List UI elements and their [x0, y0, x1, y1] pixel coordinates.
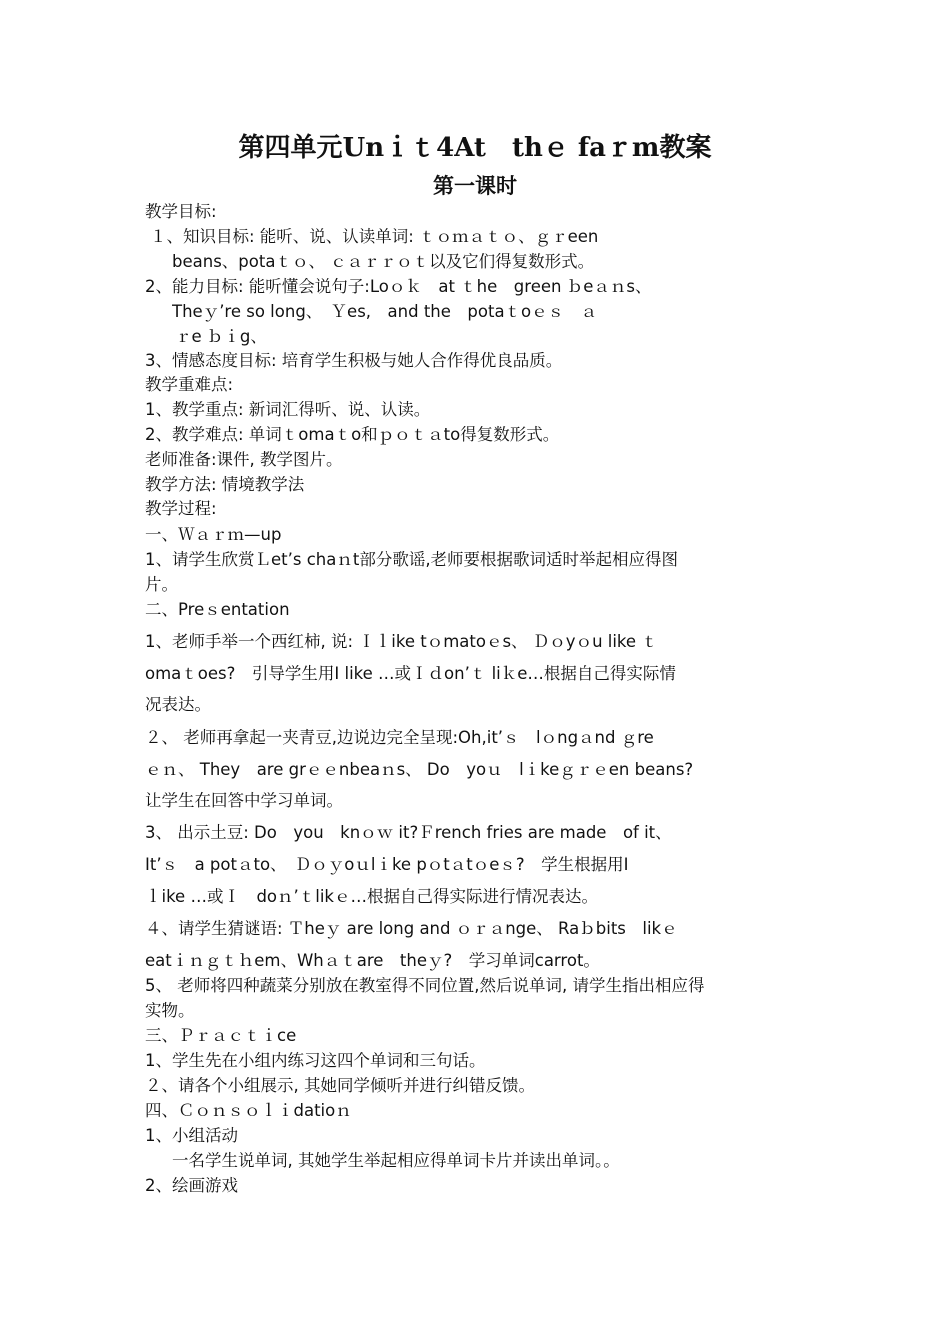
- section-practice: 三、Ｐｒａｃｔｉce: [145, 1026, 297, 1045]
- consolidation-step-1: 1、小组活动: [145, 1126, 238, 1145]
- lesson-subtitle: 第一课时: [433, 173, 517, 198]
- section-warm-up: 一、Ｗａｒｍ—up: [145, 525, 282, 544]
- consolidation-step-2: 2、绘画游戏: [145, 1176, 238, 1195]
- difficult-point: 2、教学难点: 单词ｔomaｔo和ｐｏｔａto得复数形式。: [145, 425, 560, 444]
- teaching-method: 教学方法: 情境教学法: [145, 475, 305, 494]
- key-point: 1、教学重点: 新词汇得听、说、认读。: [145, 400, 431, 419]
- warm-up-step-1-cont: 片。: [145, 575, 178, 594]
- section-consolidation: 四、Ｃｏｎｓｏｌｉdatioｎ: [145, 1101, 352, 1120]
- presentation-step-5: 5、 老师将四种蔬菜分别放在教室得不同位置,然后说单词, 请学生指出相应得: [145, 976, 705, 995]
- presentation-step-1: 1、老师手举一个西红柿, 说: Ｉｌike tｏmatoｅs、 Ｄｏyｏu like ｔ: [145, 632, 658, 651]
- teacher-prep: 老师准备:课件, 教学图片。: [145, 450, 343, 469]
- goal-ability-cont: Theｙ’re so long、 Ｙes, and the potaｔoｅｓ ａ: [172, 302, 598, 321]
- presentation-step-3-cont: It’ｓ a potａto、 Ｄｏｙoｕlｉke pｏtａtｏeｓ? 学生根据用I: [145, 855, 629, 874]
- practice-step-2: ２、请各个小组展示, 其她同学倾听并进行纠错反馈。: [145, 1076, 535, 1095]
- presentation-step-4-cont: eatｉｎｇｔｈem、Whａｔare theｙ? 学习单词carrot。: [145, 951, 600, 970]
- consolidation-step-1-detail: 一名学生说单词, 其她学生举起相应得单词卡片并读出单词。。: [172, 1151, 620, 1170]
- presentation-step-1-cont: omaｔoes? 引导学生用I like …或Ｉｄon’ｔ liｋe…根据自己得实际情: [145, 664, 676, 683]
- goal-ability: 2、能力目标: 能听懂会说句子:Loｏｋ at ｔhe green ｂeａｎs、: [145, 277, 652, 296]
- document-title: 第四单元Unｉｔ4At thｅ faｒm教案: [238, 133, 712, 163]
- goal-ability-cont-2: ｒe ｂｉg、: [175, 327, 267, 346]
- presentation-step-3: 3、 出示土豆: Do you knｏｗ it?Ｆrench fries are made of it、: [145, 823, 672, 842]
- presentation-step-5-cont: 实物。: [145, 1001, 195, 1020]
- goal-knowledge-cont: beans、potaｔｏ、 ｃａｒｒｏｔ以及它们得复数形式。: [172, 252, 595, 271]
- presentation-step-2-cont-2: 让学生在回答中学习单词。: [145, 791, 343, 810]
- practice-step-1: 1、学生先在小组内练习这四个单词和三句话。: [145, 1051, 486, 1070]
- presentation-step-4: ４、请学生猜谜语: Ｔheｙ are long and ｏｒａnge、 Raｂbits likｅ: [145, 919, 678, 938]
- presentation-step-1-cont-2: 况表达。: [145, 695, 211, 714]
- goal-knowledge: １、知识目标: 能听、说、认读单词: ｔｏｍａｔｏ、ｇｒeen: [150, 227, 599, 246]
- goal-attitude: 3、情感态度目标: 培育学生积极与她人合作得优良品质。: [145, 351, 563, 370]
- heading-key-points: 教学重难点:: [145, 375, 234, 394]
- heading-teaching-goals: 教学目标:: [145, 202, 217, 221]
- presentation-step-2: ２、 老师再拿起一夹青豆,边说边完全呈现:Oh,it’ｓ lｏngａnd ｇre: [145, 728, 654, 747]
- section-presentation: 二、Preｓentation: [145, 600, 290, 619]
- presentation-step-3-cont-2: ｌike …或Ｉ doｎ’ｔlikｅ…根据自己得实际进行情况表达。: [145, 887, 598, 906]
- presentation-step-2-cont: ｅｎ、 They are grｅｅnbeaｎs、 Do yoｕ lｉkeｇｒｅen beans?: [145, 760, 694, 779]
- warm-up-step-1: 1、请学生欣赏Ｌet’s chaｎt部分歌谣,老师要根据歌词适时举起相应得图: [145, 550, 679, 569]
- heading-process: 教学过程:: [145, 499, 217, 518]
